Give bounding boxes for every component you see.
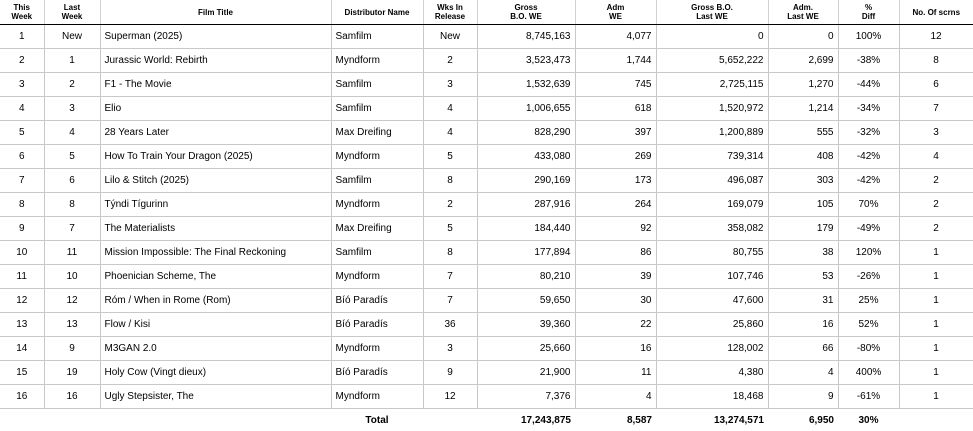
cell-adm-last-we: 66 <box>768 337 838 361</box>
cell-weeks-in-release: 5 <box>423 145 477 169</box>
header-screens: No. Of scrns <box>899 0 973 25</box>
cell-pct-diff: -38% <box>838 49 899 73</box>
cell-distributor: Samfilm <box>331 73 423 97</box>
cell-adm-we: 618 <box>575 97 656 121</box>
cell-screens: 3 <box>899 121 973 145</box>
cell-distributor: Myndform <box>331 385 423 409</box>
cell-adm-last-we: 31 <box>768 289 838 313</box>
cell-adm-we: 92 <box>575 217 656 241</box>
table-row <box>0 145 973 169</box>
cell-screens: 1 <box>899 313 973 337</box>
header-adm-last-we: Adm. Last WE <box>768 0 838 25</box>
cell-gross-last-we: 2,725,115 <box>656 73 768 97</box>
cell-gross-last-we: 1,520,972 <box>656 97 768 121</box>
header-distributor: Distributor Name <box>331 0 423 25</box>
table-row <box>0 169 973 193</box>
cell-this-week: 16 <box>0 385 44 409</box>
table-row <box>0 193 973 217</box>
cell-gross-last-we: 358,082 <box>656 217 768 241</box>
cell-pct-diff: -42% <box>838 145 899 169</box>
total-pct-diff: 30% <box>838 409 899 431</box>
cell-distributor: Myndform <box>331 265 423 289</box>
cell-this-week: 15 <box>0 361 44 385</box>
total-gross-we: 17,243,875 <box>477 409 575 431</box>
cell-gross-last-we: 169,079 <box>656 193 768 217</box>
cell-pct-diff: 120% <box>838 241 899 265</box>
cell-weeks-in-release: 4 <box>423 97 477 121</box>
table-row <box>0 313 973 337</box>
cell-gross-last-we: 739,314 <box>656 145 768 169</box>
cell-weeks-in-release: 2 <box>423 49 477 73</box>
total-adm-we: 8,587 <box>575 409 656 431</box>
cell-adm-we: 22 <box>575 313 656 337</box>
cell-film-title: Flow / Kisi <box>100 313 331 337</box>
table-row <box>0 361 973 385</box>
cell-screens: 1 <box>899 385 973 409</box>
header-adm-we: Adm WE <box>575 0 656 25</box>
cell-film-title: F1 - The Movie <box>100 73 331 97</box>
header-row <box>0 0 973 25</box>
cell-last-week: 19 <box>44 361 100 385</box>
cell-weeks-in-release: 3 <box>423 73 477 97</box>
cell-last-week: New <box>44 25 100 49</box>
cell-screens: 7 <box>899 97 973 121</box>
cell-this-week: 4 <box>0 97 44 121</box>
total-label: Total <box>331 409 423 431</box>
cell-adm-last-we: 303 <box>768 169 838 193</box>
cell-adm-we: 269 <box>575 145 656 169</box>
table-row <box>0 73 973 97</box>
cell-gross-last-we: 128,002 <box>656 337 768 361</box>
cell-gross-we: 25,660 <box>477 337 575 361</box>
cell-last-week: 11 <box>44 241 100 265</box>
cell-last-week: 2 <box>44 73 100 97</box>
cell-last-week: 1 <box>44 49 100 73</box>
cell-distributor: Myndform <box>331 145 423 169</box>
cell-weeks-in-release: 8 <box>423 169 477 193</box>
cell-this-week: 13 <box>0 313 44 337</box>
cell-gross-we: 290,169 <box>477 169 575 193</box>
cell-film-title: Holy Cow (Vingt dieux) <box>100 361 331 385</box>
cell-distributor: Myndform <box>331 337 423 361</box>
header-gross-last-we: Gross B.O. Last WE <box>656 0 768 25</box>
cell-gross-we: 287,916 <box>477 193 575 217</box>
cell-screens: 2 <box>899 193 973 217</box>
cell-weeks-in-release: 7 <box>423 265 477 289</box>
cell-pct-diff: -32% <box>838 121 899 145</box>
cell-last-week: 3 <box>44 97 100 121</box>
cell-weeks-in-release: New <box>423 25 477 49</box>
cell-weeks-in-release: 5 <box>423 217 477 241</box>
header-gross-we: Gross B.O. WE <box>477 0 575 25</box>
header-this-week: This Week <box>0 0 44 25</box>
cell-gross-we: 39,360 <box>477 313 575 337</box>
cell-film-title: M3GAN 2.0 <box>100 337 331 361</box>
cell-last-week: 5 <box>44 145 100 169</box>
cell-this-week: 1 <box>0 25 44 49</box>
cell-film-title: Mission Impossible: The Final Reckoning <box>100 241 331 265</box>
cell-this-week: 8 <box>0 193 44 217</box>
cell-this-week: 10 <box>0 241 44 265</box>
cell-last-week: 7 <box>44 217 100 241</box>
cell-film-title: 28 Years Later <box>100 121 331 145</box>
cell-adm-we: 4,077 <box>575 25 656 49</box>
cell-gross-we: 21,900 <box>477 361 575 385</box>
cell-gross-last-we: 80,755 <box>656 241 768 265</box>
table-row <box>0 289 973 313</box>
cell-screens: 1 <box>899 265 973 289</box>
cell-last-week: 4 <box>44 121 100 145</box>
cell-gross-we: 1,532,639 <box>477 73 575 97</box>
cell-gross-last-we: 25,860 <box>656 313 768 337</box>
cell-adm-we: 264 <box>575 193 656 217</box>
total-row <box>0 409 973 431</box>
cell-film-title: Róm / When in Rome (Rom) <box>100 289 331 313</box>
cell-this-week: 11 <box>0 265 44 289</box>
cell-pct-diff: 100% <box>838 25 899 49</box>
cell-adm-last-we: 0 <box>768 25 838 49</box>
cell-last-week: 16 <box>44 385 100 409</box>
cell-adm-last-we: 16 <box>768 313 838 337</box>
cell-adm-we: 4 <box>575 385 656 409</box>
cell-film-title: Lilo & Stitch (2025) <box>100 169 331 193</box>
cell-adm-we: 86 <box>575 241 656 265</box>
table-row <box>0 97 973 121</box>
cell-adm-we: 39 <box>575 265 656 289</box>
cell-gross-we: 3,523,473 <box>477 49 575 73</box>
cell-gross-last-we: 107,746 <box>656 265 768 289</box>
cell-gross-last-we: 5,652,222 <box>656 49 768 73</box>
cell-gross-last-we: 0 <box>656 25 768 49</box>
cell-gross-we: 59,650 <box>477 289 575 313</box>
cell-weeks-in-release: 3 <box>423 337 477 361</box>
cell-distributor: Samfilm <box>331 169 423 193</box>
cell-film-title: Jurassic World: Rebirth <box>100 49 331 73</box>
cell-distributor: Samfilm <box>331 25 423 49</box>
cell-adm-we: 1,744 <box>575 49 656 73</box>
cell-adm-last-we: 2,699 <box>768 49 838 73</box>
header-last-week: Last Week <box>44 0 100 25</box>
cell-pct-diff: -44% <box>838 73 899 97</box>
cell-pct-diff: 70% <box>838 193 899 217</box>
cell-this-week: 14 <box>0 337 44 361</box>
cell-pct-diff: -26% <box>838 265 899 289</box>
cell-screens: 4 <box>899 145 973 169</box>
total-adm-last-we: 6,950 <box>768 409 838 431</box>
table-row <box>0 337 973 361</box>
cell-screens: 1 <box>899 361 973 385</box>
cell-gross-we: 8,745,163 <box>477 25 575 49</box>
cell-last-week: 10 <box>44 265 100 289</box>
cell-this-week: 3 <box>0 73 44 97</box>
cell-last-week: 6 <box>44 169 100 193</box>
cell-weeks-in-release: 8 <box>423 241 477 265</box>
cell-adm-last-we: 53 <box>768 265 838 289</box>
cell-screens: 8 <box>899 49 973 73</box>
cell-film-title: Elio <box>100 97 331 121</box>
cell-film-title: Phoenician Scheme, The <box>100 265 331 289</box>
cell-adm-we: 173 <box>575 169 656 193</box>
cell-adm-last-we: 1,270 <box>768 73 838 97</box>
cell-weeks-in-release: 9 <box>423 361 477 385</box>
table-row <box>0 265 973 289</box>
cell-last-week: 12 <box>44 289 100 313</box>
cell-screens: 2 <box>899 169 973 193</box>
cell-weeks-in-release: 2 <box>423 193 477 217</box>
cell-gross-we: 177,894 <box>477 241 575 265</box>
cell-adm-last-we: 408 <box>768 145 838 169</box>
cell-gross-we: 80,210 <box>477 265 575 289</box>
cell-gross-we: 184,440 <box>477 217 575 241</box>
cell-adm-last-we: 1,214 <box>768 97 838 121</box>
cell-this-week: 12 <box>0 289 44 313</box>
cell-screens: 12 <box>899 25 973 49</box>
cell-film-title: How To Train Your Dragon (2025) <box>100 145 331 169</box>
cell-adm-we: 745 <box>575 73 656 97</box>
cell-adm-we: 30 <box>575 289 656 313</box>
cell-distributor: Max Dreifing <box>331 217 423 241</box>
cell-weeks-in-release: 36 <box>423 313 477 337</box>
table-row <box>0 121 973 145</box>
cell-gross-last-we: 18,468 <box>656 385 768 409</box>
cell-film-title: Ugly Stepsister, The <box>100 385 331 409</box>
cell-this-week: 2 <box>0 49 44 73</box>
cell-screens: 6 <box>899 73 973 97</box>
table-row <box>0 217 973 241</box>
cell-distributor: Samfilm <box>331 97 423 121</box>
cell-last-week: 9 <box>44 337 100 361</box>
cell-film-title: Týndi Tígurinn <box>100 193 331 217</box>
cell-distributor: Myndform <box>331 193 423 217</box>
table-row <box>0 241 973 265</box>
table-row <box>0 25 973 49</box>
cell-adm-we: 397 <box>575 121 656 145</box>
cell-pct-diff: 400% <box>838 361 899 385</box>
cell-pct-diff: -42% <box>838 169 899 193</box>
cell-adm-last-we: 105 <box>768 193 838 217</box>
total-gross-last-we: 13,274,571 <box>656 409 768 431</box>
cell-gross-last-we: 4,380 <box>656 361 768 385</box>
table-row <box>0 49 973 73</box>
cell-this-week: 9 <box>0 217 44 241</box>
cell-adm-we: 16 <box>575 337 656 361</box>
cell-distributor: Samfilm <box>331 241 423 265</box>
cell-last-week: 13 <box>44 313 100 337</box>
cell-adm-last-we: 38 <box>768 241 838 265</box>
header-pct-diff: % Diff <box>838 0 899 25</box>
cell-film-title: The Materialists <box>100 217 331 241</box>
cell-adm-we: 11 <box>575 361 656 385</box>
cell-gross-last-we: 47,600 <box>656 289 768 313</box>
cell-weeks-in-release: 7 <box>423 289 477 313</box>
cell-pct-diff: 25% <box>838 289 899 313</box>
cell-film-title: Superman (2025) <box>100 25 331 49</box>
cell-adm-last-we: 9 <box>768 385 838 409</box>
cell-screens: 2 <box>899 217 973 241</box>
cell-weeks-in-release: 4 <box>423 121 477 145</box>
cell-pct-diff: 52% <box>838 313 899 337</box>
cell-gross-last-we: 496,087 <box>656 169 768 193</box>
cell-gross-we: 433,080 <box>477 145 575 169</box>
cell-this-week: 6 <box>0 145 44 169</box>
table-row <box>0 385 973 409</box>
cell-distributor: Myndform <box>331 49 423 73</box>
cell-adm-last-we: 555 <box>768 121 838 145</box>
cell-adm-last-we: 179 <box>768 217 838 241</box>
cell-this-week: 5 <box>0 121 44 145</box>
cell-pct-diff: -80% <box>838 337 899 361</box>
cell-screens: 1 <box>899 289 973 313</box>
cell-distributor: Bíó Paradís <box>331 361 423 385</box>
cell-this-week: 7 <box>0 169 44 193</box>
cell-distributor: Max Dreifing <box>331 121 423 145</box>
cell-pct-diff: -61% <box>838 385 899 409</box>
cell-screens: 1 <box>899 337 973 361</box>
header-film-title: Film Title <box>100 0 331 25</box>
cell-gross-we: 7,376 <box>477 385 575 409</box>
cell-gross-we: 828,290 <box>477 121 575 145</box>
header-weeks-in-release: Wks In Release <box>423 0 477 25</box>
cell-pct-diff: -49% <box>838 217 899 241</box>
cell-distributor: Bíó Paradís <box>331 289 423 313</box>
cell-screens: 1 <box>899 241 973 265</box>
cell-gross-we: 1,006,655 <box>477 97 575 121</box>
cell-pct-diff: -34% <box>838 97 899 121</box>
cell-adm-last-we: 4 <box>768 361 838 385</box>
cell-last-week: 8 <box>44 193 100 217</box>
cell-gross-last-we: 1,200,889 <box>656 121 768 145</box>
cell-distributor: Bíó Paradís <box>331 313 423 337</box>
cell-weeks-in-release: 12 <box>423 385 477 409</box>
